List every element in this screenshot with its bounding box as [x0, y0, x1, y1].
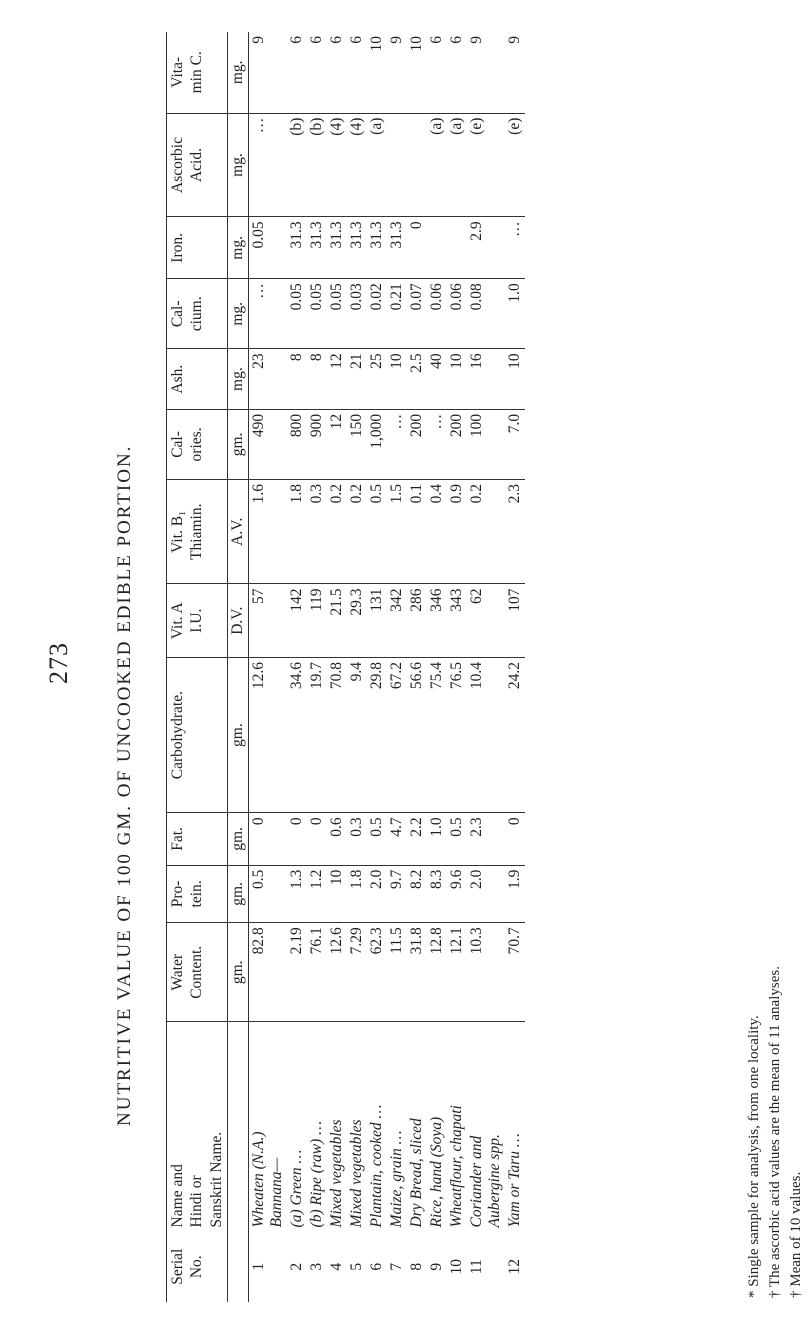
unit-mineral: mg. — [228, 349, 249, 410]
cell-iron: 0 — [407, 217, 427, 279]
cell-serial: 6 — [368, 1262, 386, 1271]
unit-carb: gm. — [228, 657, 249, 812]
cell-water: 70.7 — [505, 923, 525, 1022]
cell-calories: 7.0 — [505, 409, 525, 479]
cell-vit_a: 57 — [249, 584, 288, 657]
cell-vit_a: 62 — [467, 584, 505, 657]
table-row — [387, 32, 407, 1302]
cell-fat: 0 — [505, 813, 525, 865]
cell-thiamin: 0.5 — [367, 479, 387, 584]
cell-calories: … — [387, 409, 407, 479]
cell-thiamin: 0.2 — [347, 479, 367, 584]
cell-protein: 9.6 — [447, 865, 467, 923]
nutrition-table — [166, 32, 525, 1302]
cell-calories: 150 — [347, 409, 367, 479]
cell-thiamin: 0.2 — [327, 479, 347, 584]
cell-serial: 4 — [328, 1262, 346, 1271]
cell-calcium: 0.03 — [347, 279, 367, 349]
unit-iron: mg. — [228, 217, 249, 279]
cell-fat: 1.0 — [427, 813, 447, 865]
table-row — [447, 32, 467, 1302]
cell-calcium: 0.06 — [447, 279, 467, 349]
cell-fat: 2.2 — [407, 813, 427, 865]
cell-calories: 490 — [249, 409, 288, 479]
cell-vit_a: 29.3 — [347, 584, 367, 657]
cell-water: 7.29 — [347, 923, 367, 1022]
cell-ascorbic: (b) — [287, 113, 307, 217]
cell-vit_a: 21.5 — [327, 584, 347, 657]
cell-fat: 4.7 — [387, 813, 407, 865]
cell-niacin: 9 — [387, 32, 407, 113]
cell-iron: 31.3 — [287, 217, 307, 279]
cell-name: Mixed vegetables — [348, 1119, 366, 1228]
cell-calories: 100 — [467, 409, 505, 479]
cell-calcium: 0.05 — [327, 279, 347, 349]
cell-calcium: 0.05 — [307, 279, 327, 349]
cell-ascorbic — [387, 113, 407, 217]
cell-protein: 0.5 — [249, 865, 288, 923]
cell-thiamin: 2.3 — [505, 479, 525, 584]
column-header-ascorbic: Ascorbic Acid. — [167, 113, 228, 217]
cell-vit_a: 342 — [387, 584, 407, 657]
cell-mineral: 21 — [347, 349, 367, 410]
cell-name: Dry Bread, sliced — [408, 1118, 426, 1228]
footnotes — [746, 966, 809, 1298]
column-header-mineral: Ash. — [167, 349, 228, 410]
cell-serial: 3 — [308, 1262, 326, 1271]
cell-carb: 75.4 — [427, 657, 447, 812]
cell-water: 12.8 — [427, 923, 447, 1022]
cell-calcium: 0.06 — [427, 279, 447, 349]
table-row — [307, 32, 327, 1302]
cell-niacin: 10 — [367, 32, 387, 113]
table-header-row — [167, 32, 228, 1302]
cell-name-sub: Bannana— — [268, 1157, 286, 1228]
cell-mineral: 10 — [505, 349, 525, 410]
cell-fat: 0 — [287, 813, 307, 865]
cell-ascorbic: (a) — [427, 113, 447, 217]
cell-ascorbic — [407, 113, 427, 217]
cell-thiamin: 1.8 — [287, 479, 307, 584]
cell-water: 82.8 — [249, 923, 288, 1022]
cell-vit_a: 107 — [505, 584, 525, 657]
cell-niacin: 9 — [505, 32, 525, 113]
cell-water: 62.3 — [367, 923, 387, 1022]
cell-protein: 1.3 — [287, 865, 307, 923]
cell-carb: 56.6 — [407, 657, 427, 812]
rotated-page-content — [26, 26, 804, 1306]
cell-thiamin: 0.4 — [427, 479, 447, 584]
cell-fat: 0.5 — [447, 813, 467, 865]
cell-niacin: 6 — [447, 32, 467, 113]
unit-protein: gm. — [228, 865, 249, 923]
cell-niacin: 6 — [427, 32, 447, 113]
cell-name-sub: Aubergine spp. — [486, 1134, 504, 1228]
cell-fat: 0.3 — [347, 813, 367, 865]
column-header-water: Water Content. — [167, 923, 228, 1022]
cell-serial: 11 — [468, 1259, 486, 1275]
cell-calcium: 0.05 — [287, 279, 307, 349]
cell-serial: 5 — [348, 1262, 366, 1271]
cell-carb: 70.8 — [327, 657, 347, 812]
cell-name: (a) Green … — [288, 1149, 306, 1228]
cell-mineral: 8 — [287, 349, 307, 410]
cell-water: 11.5 — [387, 923, 407, 1022]
cell-iron: 2.9 — [467, 217, 505, 279]
cell-niacin: 6 — [327, 32, 347, 113]
cell-protein: 1.2 — [307, 865, 327, 923]
cell-protein: 1.8 — [347, 865, 367, 923]
cell-protein: 10 — [327, 865, 347, 923]
cell-iron — [447, 217, 467, 279]
cell-calories: 200 — [407, 409, 427, 479]
cell-calcium: 0.08 — [467, 279, 505, 349]
cell-serial: 10 — [448, 1258, 466, 1275]
cell-iron: 31.3 — [307, 217, 327, 279]
cell-calcium: … — [249, 279, 288, 349]
cell-calories: 900 — [307, 409, 327, 479]
cell-carb: 9.4 — [347, 657, 367, 812]
cell-thiamin: 1.6 — [249, 479, 288, 584]
cell-vit_a: 142 — [287, 584, 307, 657]
cell-water: 31.8 — [407, 923, 427, 1022]
cell-water: 12.6 — [327, 923, 347, 1022]
cell-iron: 0.05 — [249, 217, 288, 279]
cell-calories: 1,000 — [367, 409, 387, 479]
unit-calcium: mg. — [228, 279, 249, 349]
cell-carb: 19.7 — [307, 657, 327, 812]
cell-calcium: 1.0 — [505, 279, 525, 349]
cell-serial: 1 — [250, 1262, 268, 1271]
cell-vit_a: 119 — [307, 584, 327, 657]
table-row — [249, 32, 288, 1302]
cell-carb: 12.6 — [249, 657, 288, 812]
cell-protein: 1.9 — [505, 865, 525, 923]
footnote: † Mean of 10 values. — [788, 1171, 804, 1298]
cell-name: Rice, hand (Soya) — [428, 1116, 446, 1228]
cell-niacin: 6 — [347, 32, 367, 113]
cell-niacin: 9 — [249, 32, 288, 113]
cell-name: (b) Ripe (raw) … — [308, 1121, 326, 1228]
cell-name: Yam or Taru … — [506, 1133, 524, 1228]
cell-mineral: 2.5 — [407, 349, 427, 410]
cell-water: 76.1 — [307, 923, 327, 1022]
cell-vit_a: 343 — [447, 584, 467, 657]
cell-carb: 67.2 — [387, 657, 407, 812]
cell-fat: 0 — [307, 813, 327, 865]
cell-ascorbic: … — [249, 113, 288, 217]
cell-fat: 0 — [249, 813, 288, 865]
cell-niacin: 6 — [307, 32, 327, 113]
footnote: * Single sample for analysis, from one locality. — [746, 1015, 762, 1298]
cell-serial: 9 — [428, 1262, 446, 1271]
cell-water: 12.1 — [447, 923, 467, 1022]
column-header-name: Name and Hindi or Sanskrit Name. — [167, 1022, 228, 1232]
table-row — [407, 32, 427, 1302]
table-row — [347, 32, 367, 1302]
cell-mineral: 10 — [387, 349, 407, 410]
cell-ascorbic: (e) — [467, 113, 505, 217]
unit-name — [228, 1022, 249, 1232]
column-header-protein: Pro- tein. — [167, 865, 228, 923]
column-header-fat: Fat. — [167, 813, 228, 865]
page-number: 273 — [44, 642, 73, 684]
cell-name: Plantain, cooked … — [368, 1104, 386, 1228]
cell-thiamin: 0.3 — [307, 479, 327, 584]
cell-carb: 76.5 — [447, 657, 467, 812]
column-header-carb: Carbohydrate. — [167, 657, 228, 812]
cell-iron: 31.3 — [347, 217, 367, 279]
cell-calcium: 0.21 — [387, 279, 407, 349]
cell-mineral: 40 — [427, 349, 447, 410]
column-header-niacin: Vita- min C. — [167, 32, 228, 113]
unit-calories: gm. — [228, 409, 249, 479]
cell-fat: 2.3 — [467, 813, 505, 865]
cell-niacin: 6 — [287, 32, 307, 113]
cell-thiamin: 1.5 — [387, 479, 407, 584]
cell-serial: 7 — [388, 1262, 406, 1271]
cell-carb: 29.8 — [367, 657, 387, 812]
page-title: NUTRITIVE VALUE OF 100 GM. OF UNCOOKED EDIBLE PORTION. — [114, 444, 135, 1126]
cell-protein: 9.7 — [387, 865, 407, 923]
cell-calories: 12 — [327, 409, 347, 479]
column-header-vit_a: Vit. A I.U. — [167, 584, 228, 657]
footnote: † The ascorbic acid values are the mean of 11 analyses. — [767, 966, 783, 1298]
cell-calories: 200 — [447, 409, 467, 479]
cell-thiamin: 0.1 — [407, 479, 427, 584]
cell-water: 2.19 — [287, 923, 307, 1022]
cell-mineral: 10 — [447, 349, 467, 410]
cell-thiamin: 0.9 — [447, 479, 467, 584]
table-row — [367, 32, 387, 1302]
cell-mineral: 23 — [249, 349, 288, 410]
cell-mineral: 12 — [327, 349, 347, 410]
cell-iron: 31.3 — [327, 217, 347, 279]
unit-thiamin: A.V. — [228, 479, 249, 584]
cell-name: Coriander and Aubergine spp. — [468, 1134, 504, 1228]
cell-name: Wheaten (N.A.) Bannana— — [250, 1131, 286, 1228]
cell-mineral: 8 — [307, 349, 327, 410]
unit-vit_a: D.V. — [228, 584, 249, 657]
cell-fat: 0.5 — [367, 813, 387, 865]
table-row — [505, 32, 525, 1302]
column-header-serial: Serial No. — [167, 1231, 228, 1302]
cell-mineral: 25 — [367, 349, 387, 410]
column-header-iron: Iron. — [167, 217, 228, 279]
cell-name: Wheatflour, chapati — [448, 1105, 466, 1228]
column-header-calories: Cal- ories. — [167, 409, 228, 479]
cell-iron: 31.3 — [387, 217, 407, 279]
cell-mineral: 16 — [467, 349, 505, 410]
cell-ascorbic: (b) — [307, 113, 327, 217]
cell-niacin: 9 — [467, 32, 505, 113]
cell-water: 10.3 — [467, 923, 505, 1022]
table-row — [467, 32, 505, 1302]
cell-carb: 10.4 — [467, 657, 505, 812]
cell-ascorbic: (4) — [327, 113, 347, 217]
unit-niacin: mg. — [228, 32, 249, 113]
unit-ascorbic: mg. — [228, 113, 249, 217]
unit-water: gm. — [228, 923, 249, 1022]
cell-serial: 8 — [408, 1262, 426, 1271]
column-header-thiamin: Vit. B₁ Thiamin. — [167, 479, 228, 584]
unit-serial — [228, 1231, 249, 1302]
cell-niacin: 10 — [407, 32, 427, 113]
cell-iron: … — [505, 217, 525, 279]
cell-fat: 0.6 — [327, 813, 347, 865]
cell-calcium: 0.02 — [367, 279, 387, 349]
cell-calcium: 0.07 — [407, 279, 427, 349]
cell-thiamin: 0.2 — [467, 479, 505, 584]
cell-protein: 2.0 — [467, 865, 505, 923]
cell-carb: 24.2 — [505, 657, 525, 812]
cell-ascorbic: (a) — [367, 113, 387, 217]
cell-ascorbic: (e) — [505, 113, 525, 217]
cell-name: Maize, grain … — [388, 1130, 406, 1228]
cell-calories: … — [427, 409, 447, 479]
cell-iron: 31.3 — [367, 217, 387, 279]
cell-protein: 8.2 — [407, 865, 427, 923]
cell-vit_a: 131 — [367, 584, 387, 657]
cell-calories: 800 — [287, 409, 307, 479]
column-header-calcium: Cal- cium. — [167, 279, 228, 349]
cell-vit_a: 286 — [407, 584, 427, 657]
cell-serial: 12 — [506, 1258, 524, 1275]
cell-ascorbic: (a) — [447, 113, 467, 217]
table-row — [287, 32, 307, 1302]
cell-carb: 34.6 — [287, 657, 307, 812]
cell-protein: 8.3 — [427, 865, 447, 923]
cell-ascorbic: (4) — [347, 113, 367, 217]
cell-vit_a: 346 — [427, 584, 447, 657]
cell-protein: 2.0 — [367, 865, 387, 923]
cell-iron — [427, 217, 447, 279]
table-row — [327, 32, 347, 1302]
cell-serial: 2 — [288, 1262, 306, 1271]
cell-name: Mixed vegetables — [328, 1119, 346, 1228]
unit-fat: gm. — [228, 813, 249, 865]
table-row — [427, 32, 447, 1302]
units-row — [228, 32, 249, 1302]
